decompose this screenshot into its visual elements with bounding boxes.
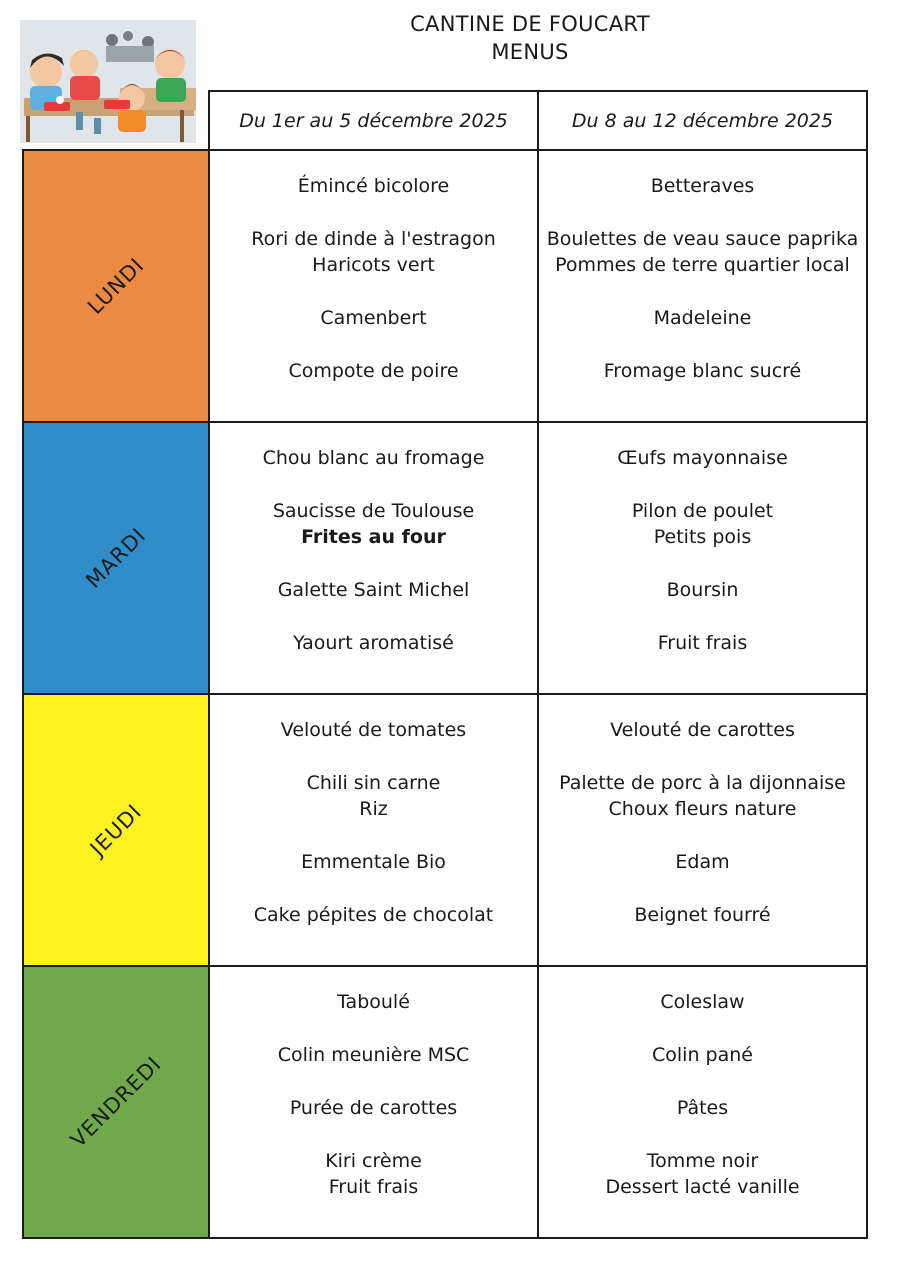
- day-cell-lundi: [23, 150, 209, 422]
- day-row-lundi: [23, 150, 867, 422]
- course-gap: [210, 1068, 537, 1095]
- dish-item: Frites au four: [301, 526, 446, 548]
- course-gap: [210, 743, 537, 770]
- dish-item: Tomme noir: [646, 1150, 759, 1172]
- dish-item: Fruit frais: [657, 632, 748, 654]
- dish-item: Colin pané: [652, 1044, 753, 1066]
- course-gap: [539, 1121, 866, 1148]
- dish-item: Pommes de terre quartier local: [555, 254, 850, 276]
- dish-item: Compote de poire: [288, 360, 459, 382]
- course-gap: [539, 199, 866, 226]
- course-gap: [210, 1015, 537, 1042]
- dish-item: Dessert lacté vanille: [605, 1176, 800, 1198]
- dish-item: Boulettes de veau sauce paprika: [546, 228, 859, 250]
- day-cell-jeudi: [23, 694, 209, 966]
- dish-item: Galette Saint Michel: [277, 579, 470, 601]
- menu-cell-week2: [538, 150, 867, 422]
- dish-item: Petits pois: [653, 526, 752, 548]
- course-gap: [539, 603, 866, 630]
- dish-item: Madeleine: [653, 307, 752, 329]
- menu-table: [22, 90, 868, 1239]
- dish-item: Pilon de poulet: [631, 500, 774, 522]
- dish-item: Velouté de carottes: [610, 719, 795, 741]
- dish-item: Purée de carottes: [289, 1097, 458, 1119]
- dish-item: Taboulé: [337, 991, 410, 1013]
- menu-cell-week2: [538, 422, 867, 694]
- dish-item: Fruit frais: [328, 1176, 419, 1198]
- corner-empty-cell: [23, 91, 209, 150]
- day-label: JEUDI: [85, 799, 147, 861]
- week-header-row: [23, 91, 867, 150]
- course-gap: [210, 550, 537, 577]
- menu-cell-week2: [538, 694, 867, 966]
- dish-item: Beignet fourré: [634, 904, 771, 926]
- title-line-2: MENUS: [491, 40, 569, 64]
- dish-item: Velouté de tomates: [280, 719, 467, 741]
- menu-cell-week1: [209, 966, 538, 1238]
- dish-item: Betteraves: [650, 175, 755, 197]
- course-gap: [539, 1068, 866, 1095]
- course-gap: [210, 603, 537, 630]
- week-1-header: Du 1er au 5 décembre 2025: [209, 91, 538, 150]
- dish-item: Kiri crème: [325, 1150, 422, 1172]
- day-label: MARDI: [81, 523, 151, 593]
- course-gap: [210, 875, 537, 902]
- course-gap: [539, 1015, 866, 1042]
- day-label: LUNDI: [83, 253, 149, 319]
- course-gap: [539, 550, 866, 577]
- dish-item: Fromage blanc sucré: [603, 360, 802, 382]
- dish-item: Haricots vert: [312, 254, 435, 276]
- dish-item: Chou blanc au fromage: [262, 447, 485, 469]
- course-gap: [539, 331, 866, 358]
- course-gap: [539, 278, 866, 305]
- dish-item: Riz: [359, 798, 388, 820]
- dish-item: Emmentale Bio: [301, 851, 446, 873]
- day-row-mardi: [23, 422, 867, 694]
- day-row-jeudi: [23, 694, 867, 966]
- course-gap: [210, 278, 537, 305]
- menu-cell-week1: [209, 150, 538, 422]
- course-gap: [210, 331, 537, 358]
- course-gap: [210, 471, 537, 498]
- day-cell-vendredi: [23, 966, 209, 1238]
- menu-cell-week1: [209, 694, 538, 966]
- dish-item: Coleslaw: [660, 991, 745, 1013]
- course-gap: [210, 199, 537, 226]
- page-title: [330, 10, 730, 66]
- dish-item: Colin meunière MSC: [277, 1044, 470, 1066]
- menu-cell-week2: [538, 966, 867, 1238]
- day-label: VENDREDI: [65, 1051, 167, 1153]
- day-row-vendredi: [23, 966, 867, 1238]
- dish-item: Chili sin carne: [306, 772, 441, 794]
- menu-body: [23, 150, 867, 1238]
- week-2-header: Du 8 au 12 décembre 2025: [538, 91, 867, 150]
- course-gap: [210, 1121, 537, 1148]
- dish-item: Émincé bicolore: [297, 175, 450, 197]
- dish-item: Choux fleurs nature: [608, 798, 797, 820]
- menu-cell-week1: [209, 422, 538, 694]
- dish-item: Rori de dinde à l'estragon: [251, 228, 496, 250]
- course-gap: [539, 875, 866, 902]
- dish-item: Œufs mayonnaise: [617, 447, 788, 469]
- course-gap: [539, 822, 866, 849]
- dish-item: Palette de porc à la dijonnaise: [559, 772, 846, 794]
- dish-item: Cake pépites de chocolat: [253, 904, 494, 926]
- dish-item: Camenbert: [320, 307, 427, 329]
- dish-item: Yaourt aromatisé: [293, 632, 454, 654]
- title-line-1: CANTINE DE FOUCART: [410, 12, 650, 36]
- dish-item: Pâtes: [676, 1097, 729, 1119]
- course-gap: [539, 471, 866, 498]
- dish-item: Edam: [675, 851, 730, 873]
- dish-item: Saucisse de Toulouse: [272, 500, 475, 522]
- day-cell-mardi: [23, 422, 209, 694]
- dish-item: Boursin: [666, 579, 739, 601]
- course-gap: [210, 822, 537, 849]
- course-gap: [539, 743, 866, 770]
